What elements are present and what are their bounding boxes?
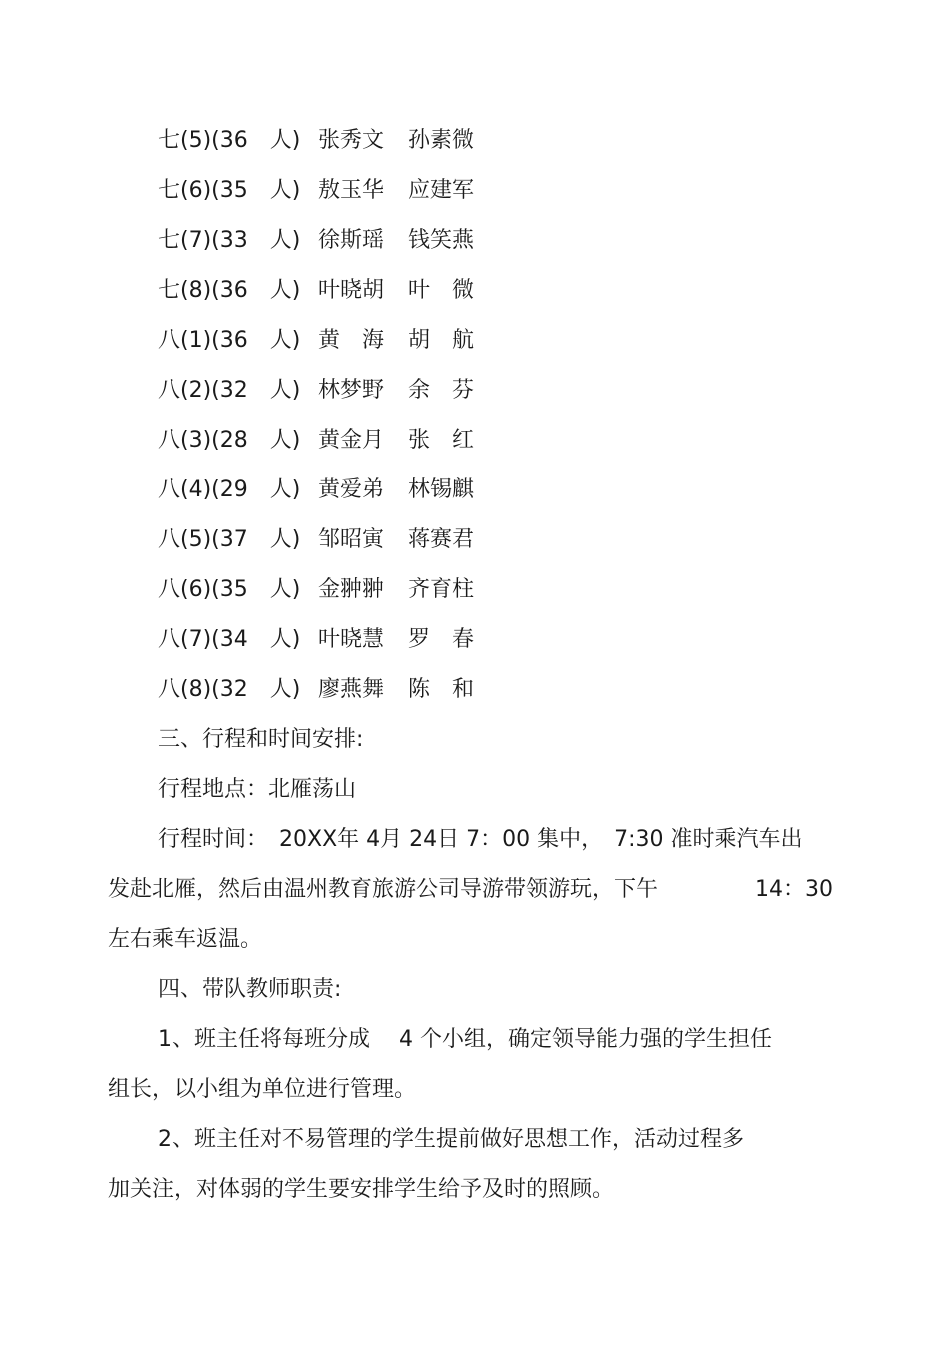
teacher-name: 蒋赛君 bbox=[408, 527, 475, 552]
teacher-name: 廖燕舞 bbox=[318, 677, 385, 702]
class-label: 八(4)(29 人) bbox=[158, 477, 301, 502]
duty-item-line: 组长，以小组为单位进行管理。 bbox=[108, 1077, 417, 1102]
teacher-name: 罗 春 bbox=[408, 627, 475, 652]
duty-item-line: 2、班主任对不易管理的学生提前做好思想工作，活动过程多 bbox=[158, 1127, 744, 1152]
teacher-name: 金翀翀 bbox=[318, 577, 385, 602]
teacher-name: 张秀文 bbox=[318, 128, 385, 153]
trip-location: 行程地点：北雁荡山 bbox=[158, 777, 357, 802]
teacher-name: 胡 航 bbox=[408, 328, 475, 353]
teacher-name: 余 芬 bbox=[408, 378, 475, 403]
teacher-name: 林梦野 bbox=[318, 378, 385, 403]
class-label: 八(3)(28 人) bbox=[158, 428, 301, 453]
section-heading: 三、行程和时间安排: bbox=[158, 727, 364, 752]
class-label: 八(2)(32 人) bbox=[158, 378, 301, 403]
teacher-name: 叶 微 bbox=[408, 278, 475, 303]
teacher-name: 徐斯瑶 bbox=[318, 228, 385, 253]
roster-row bbox=[158, 174, 474, 208]
roster-row bbox=[158, 124, 474, 158]
roster-row bbox=[158, 374, 474, 408]
teacher-name: 应建军 bbox=[408, 178, 475, 203]
teacher-name: 邹昭寅 bbox=[318, 527, 385, 552]
roster-row bbox=[158, 523, 474, 557]
trip-time-line: 左右乘车返温。 bbox=[108, 927, 263, 952]
teacher-name: 林锡麒 bbox=[408, 477, 475, 502]
teacher-name: 黄金月 bbox=[318, 428, 385, 453]
class-label: 八(7)(34 人) bbox=[158, 627, 301, 652]
roster-row bbox=[158, 274, 474, 308]
teacher-name: 黄 海 bbox=[318, 328, 385, 353]
teacher-name: 孙素微 bbox=[408, 128, 475, 153]
teacher-name: 齐育柱 bbox=[408, 577, 475, 602]
roster-row bbox=[158, 673, 474, 707]
teacher-name: 钱笑燕 bbox=[408, 228, 475, 253]
class-label: 七(8)(36 人) bbox=[158, 278, 301, 303]
trip-time-line: 发赴北雁，然后由温州教育旅游公司导游带领游玩，下午 bbox=[108, 877, 659, 902]
class-label: 八(5)(37 人) bbox=[158, 527, 301, 552]
teacher-name: 陈 和 bbox=[408, 677, 475, 702]
roster-row bbox=[158, 224, 474, 258]
teacher-name: 敖玉华 bbox=[318, 178, 385, 203]
section-heading: 四、带队教师职责: bbox=[158, 977, 342, 1002]
class-label: 八(1)(36 人) bbox=[158, 328, 301, 353]
roster-row bbox=[158, 424, 474, 458]
class-label: 七(5)(36 人) bbox=[158, 128, 301, 153]
class-label: 七(6)(35 人) bbox=[158, 178, 301, 203]
trip-time-value: 14：30 bbox=[755, 877, 833, 902]
class-label: 七(7)(33 人) bbox=[158, 228, 301, 253]
class-label: 八(6)(35 人) bbox=[158, 577, 301, 602]
duty-item-line: 加关注，对体弱的学生要安排学生给予及时的照顾。 bbox=[108, 1177, 615, 1202]
roster-row bbox=[158, 623, 474, 657]
trip-time-line: 行程时间： 20XX年 4月 24日 7：00 集中， 7:30 准时乘汽车出 bbox=[158, 827, 803, 852]
teacher-name: 叶晓慧 bbox=[318, 627, 385, 652]
roster-row bbox=[158, 324, 474, 358]
teacher-name: 叶晓胡 bbox=[318, 278, 385, 303]
roster-row bbox=[158, 573, 474, 607]
teacher-name: 黄爱弟 bbox=[318, 477, 385, 502]
duty-item-line: 1、班主任将每班分成 4 个小组，确定领导能力强的学生担任 bbox=[158, 1027, 772, 1052]
roster-row bbox=[158, 473, 474, 507]
teacher-name: 张 红 bbox=[408, 428, 475, 453]
class-label: 八(8)(32 人) bbox=[158, 677, 301, 702]
